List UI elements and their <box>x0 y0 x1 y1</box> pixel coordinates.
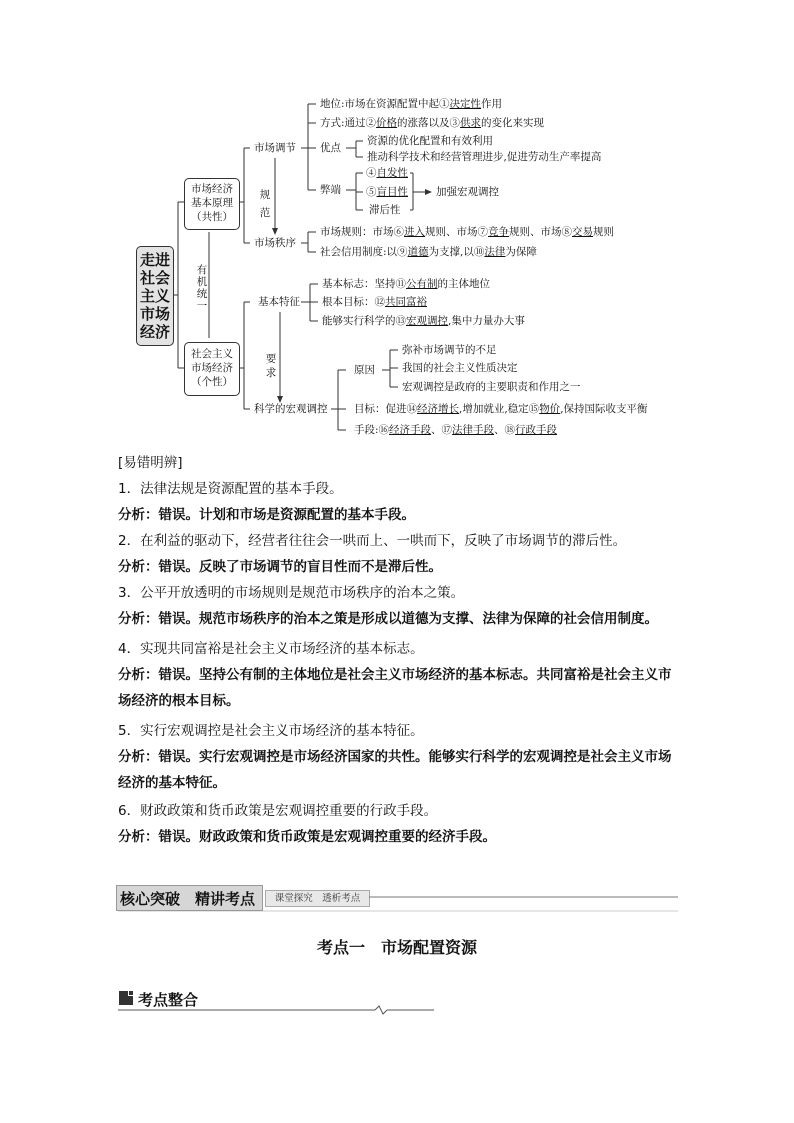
merit-2: 推动科学技术和经营管理进步,促进劳动生产率提高 <box>367 151 602 163</box>
text: 市场规则：市场⑥ <box>320 226 404 238</box>
text: 规则 <box>593 226 614 238</box>
vert-char: 要 <box>265 353 277 365</box>
defect-1 <box>366 167 408 180</box>
node-merits: 优点 <box>320 142 341 154</box>
answer: 法律手段 <box>452 424 495 436</box>
vert-char: 求 <box>265 367 277 379</box>
node-basic-features: 基本特征 <box>258 296 300 308</box>
vert-char: 有 <box>196 264 208 276</box>
vert-char: 规 <box>259 189 271 201</box>
text: 规则、市场⑦ <box>425 226 488 238</box>
answer: 共同富裕 <box>385 296 427 308</box>
banner-title: 核心突破 精讲考点 <box>120 890 256 908</box>
text: 作用 <box>481 98 503 110</box>
error-analysis: 分析：错误。坚持公有制的主体地位是社会主义市场经济的基本标志。共同富裕是社会主义市场经济的根本目标。 <box>118 667 672 709</box>
section-title: 考点一 市场配置资源 <box>316 938 477 957</box>
leaf-market-rules <box>320 226 614 239</box>
root-char: 主义 <box>139 287 170 305</box>
error-question: 5．实行宏观调控是社会主义市场经济的基本特征。 <box>118 723 424 739</box>
mindmap-connectors <box>0 0 794 440</box>
box-line: （共性） <box>191 211 233 223</box>
box-line: （个性） <box>191 376 233 388</box>
leaf-scientific-control <box>322 315 525 328</box>
leaf-method <box>320 117 544 130</box>
answer: 宏观调控 <box>406 315 448 327</box>
root-char: 经济 <box>139 323 170 341</box>
node-defects: 弊端 <box>320 184 341 196</box>
error-analysis: 分析：错误。实行宏观调控是市场经济国家的共性。能够实行科学的宏观调控是社会主义市场经济的基本特征。 <box>118 749 672 791</box>
text: 根本目标：⑫ <box>322 296 385 308</box>
leaf-credit-system <box>320 246 537 259</box>
vert-char: 统 <box>196 288 208 300</box>
leaf-basic-sign <box>322 278 490 291</box>
text: 社会信用制度:以⑨ <box>320 246 408 258</box>
answer: 价格 <box>376 117 398 129</box>
strengthen-macro: 加强宏观调控 <box>436 186 499 198</box>
answer: 物价 <box>539 403 561 415</box>
answer: 进入 <box>404 226 425 238</box>
text: 目标：促进⑭ <box>354 403 417 415</box>
answer: 供求 <box>460 117 482 129</box>
box-line: 市场经济 <box>191 362 233 374</box>
text: 的主体地位 <box>437 278 490 290</box>
text: 手段:⑯ <box>354 424 390 436</box>
answer: 行政手段 <box>515 424 558 436</box>
text: ,集中力量办大事 <box>448 315 525 327</box>
error-analysis: 分析：错误。计划和市场是资源配置的基本手段。 <box>118 507 415 523</box>
error-analysis: 分析：错误。反映了市场调节的盲目性而不是滞后性。 <box>118 559 442 575</box>
reason-1: 弥补市场调节的不足 <box>402 344 497 356</box>
box-line: 社会主义 <box>191 348 233 360</box>
text: ,保持国际收支平衡 <box>560 403 648 415</box>
answer: 自发性 <box>376 167 408 179</box>
text: 的涨落以及③ <box>397 117 461 129</box>
node-macro-control: 科学的宏观调控 <box>254 403 328 415</box>
text: 为支撑,以⑩ <box>428 246 485 258</box>
box-line: 基本原理 <box>191 197 233 209</box>
answer: 经济增长 <box>417 403 459 415</box>
vert-char: 范 <box>259 207 271 219</box>
reason-2: 我国的社会主义性质决定 <box>402 362 518 374</box>
text: ,增加就业,稳定⑮ <box>459 403 540 415</box>
answer: 道德 <box>407 246 429 258</box>
error-analysis: 分析：错误。规范市场秩序的治本之策是形成以道德为支撑、法律为保障的社会信用制度。 <box>118 611 658 627</box>
defect-3: 滞后性 <box>369 204 401 216</box>
label-regulate <box>259 186 271 222</box>
node-market-regulation: 市场调节 <box>254 142 296 154</box>
node-market-order: 市场秩序 <box>254 237 296 249</box>
subsection-icon <box>119 991 133 1005</box>
answer: 法律 <box>484 246 506 258</box>
leaf-position <box>320 98 502 111</box>
root-char: 社会 <box>139 269 170 287</box>
merit-1: 资源的优化配置和有效利用 <box>367 135 493 147</box>
banner-subtitle: 课堂探究 透析考点 <box>265 890 370 907</box>
leaf-target <box>354 403 648 416</box>
answer: 盲目性 <box>376 186 408 198</box>
node-reason: 原因 <box>354 364 375 376</box>
principle-box <box>184 178 240 230</box>
error-question: 1．法律法规是资源配置的基本手段。 <box>118 481 343 497</box>
answer: 交易 <box>572 226 593 238</box>
defect-2 <box>366 186 408 199</box>
text: ④ <box>366 167 377 179</box>
leaf-means <box>354 424 557 437</box>
socialist-box <box>184 342 240 396</box>
vert-char: 一 <box>196 300 208 312</box>
subsection-title: 考点整合 <box>138 991 199 1009</box>
root-node <box>136 246 174 346</box>
answer: 公有制 <box>406 278 438 290</box>
leaf-fundamental-goal <box>322 296 427 309</box>
text: 基本标志：坚持⑪ <box>322 278 406 290</box>
box-line: 市场经济 <box>191 183 233 195</box>
error-question: 3．公平开放透明的市场规则是规范市场秩序的治本之策。 <box>118 585 465 601</box>
label-organic-unity <box>196 264 208 312</box>
text: 能够实行科学的⑬ <box>322 315 406 327</box>
answer: 经济手段 <box>389 424 432 436</box>
vert-char: 机 <box>196 276 208 288</box>
error-analysis: 分析：错误。财政政策和货币政策是宏观调控重要的经济手段。 <box>118 829 496 845</box>
text: 、⑰ <box>431 424 453 436</box>
text: 地位:市场在资源配置中起① <box>320 98 450 110</box>
error-question: 2．在利益的驱动下，经营者往往会一哄而上、一哄而下，反映了市场调节的滞后性。 <box>118 533 627 549</box>
error-question: 4．实现共同富裕是社会主义市场经济的基本标志。 <box>118 641 424 657</box>
error-question: 6．财政政策和货币政策是宏观调控重要的行政手段。 <box>118 803 438 819</box>
label-require <box>265 352 277 380</box>
text: 、⑱ <box>494 424 516 436</box>
text: ⑤ <box>366 186 377 198</box>
text: 为保障 <box>505 246 537 258</box>
text: 规则、市场⑧ <box>509 226 572 238</box>
text: 方式:通过② <box>320 117 377 129</box>
root-char: 走进 <box>139 251 170 269</box>
reason-3: 宏观调控是政府的主要职责和作用之一 <box>402 381 581 393</box>
answer: 竞争 <box>488 226 509 238</box>
root-char: 市场 <box>139 305 170 323</box>
errors-header: [易错明辨] <box>118 455 183 471</box>
text: 的变化来实现 <box>481 117 545 129</box>
answer: 决定性 <box>449 98 482 110</box>
